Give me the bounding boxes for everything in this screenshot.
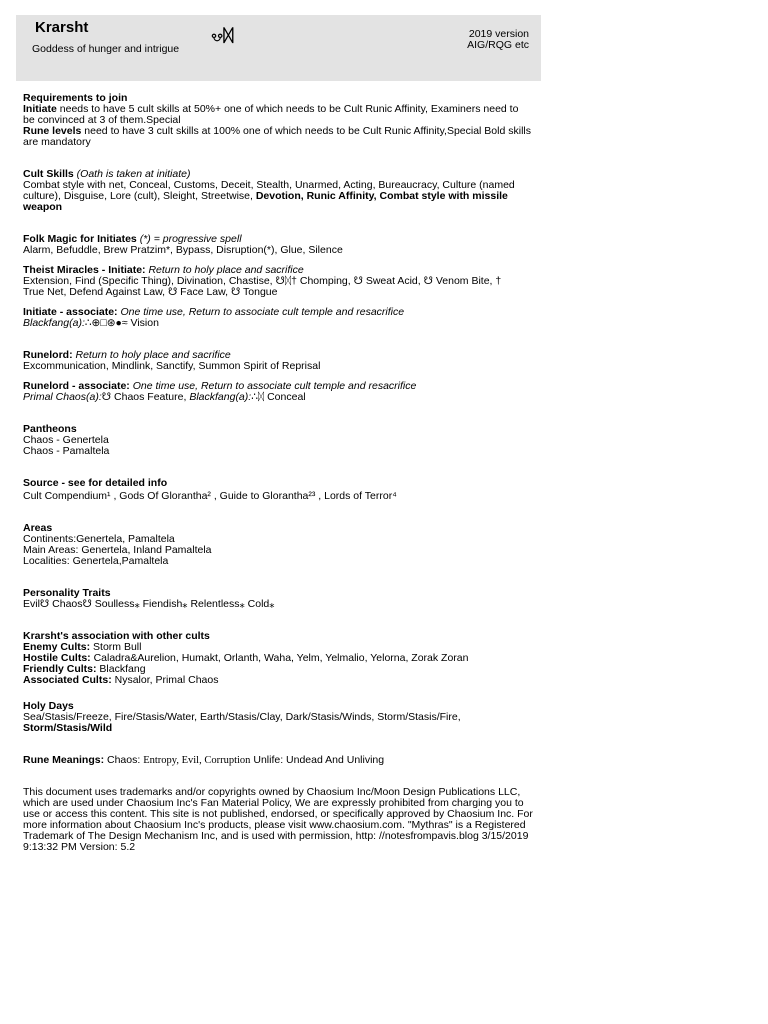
- folk-magic-heading: Folk Magic for Initiates: [23, 233, 137, 245]
- holy-days-heading: Holy Days: [23, 700, 74, 712]
- version-line: 2019 version: [468, 28, 529, 40]
- rune-text: need to have 3 cult skills at 100% one of which needs to be Cult Runic Affinity,Special Bold skills are mandatory: [23, 125, 531, 148]
- cult-skills-heading: Cult Skills: [23, 168, 74, 180]
- primal-chaos-label: Primal Chaos(a):: [23, 391, 102, 403]
- runelord-spells: Excommunication, Mindlink, Sanctify, Summon Spirit of Reprisal: [23, 360, 321, 372]
- source-heading: Source - see for detailed info: [23, 477, 168, 489]
- vision-spell: Vision: [127, 317, 159, 329]
- pantheon-item: Chaos - Genertela: [23, 434, 109, 446]
- version-info: [467, 29, 529, 51]
- initiate-label: Initiate: [23, 103, 57, 115]
- personality-section: [23, 588, 533, 610]
- unlife-meaning: Unlife: Undead And Unliving: [250, 754, 385, 766]
- cult-skills-mandatory: Devotion, Runic Affinity, Combat style with missile weapon: [23, 190, 508, 213]
- theist-initiate-note: Return to holy place and sacrifice: [145, 264, 304, 276]
- conceal-spell: ∴ᛞ Conceal: [251, 391, 306, 403]
- rune-requirement: [23, 126, 533, 148]
- header-banner: [16, 15, 541, 81]
- chaos-meaning-value: Entropy, Evil, Corruption: [143, 755, 251, 766]
- enemy-cults: Storm Bull: [90, 641, 142, 653]
- initiate-requirement: [23, 104, 533, 126]
- chaos-meaning-label: Chaos:: [104, 754, 144, 766]
- association-section: [23, 631, 533, 686]
- rune-meanings-section: [23, 755, 533, 766]
- folk-magic-note: (*) = progressive spell: [136, 233, 242, 245]
- blackfang-label-2: Blackfang(a):: [189, 391, 252, 403]
- source-section: [23, 478, 533, 502]
- document-body: [23, 93, 533, 853]
- cult-runes-icon: ☋ᛞ: [212, 26, 235, 45]
- initiate-text: needs to have 5 cult skills at 50%+ one of which needs to be Cult Runic Affinity, Examiners need to be convinced at 3 of them.Special: [23, 103, 519, 126]
- enemy-cults-label: Enemy Cults:: [23, 641, 91, 653]
- runelord-section: [23, 350, 533, 372]
- area-item: Continents:Genertela, Pamaltela: [23, 533, 175, 545]
- personality-traits: Evil☋ Chaos☋ Soulless⁎ Fiendish⁎ Relentless⁎ Cold⁎: [23, 598, 275, 610]
- folk-magic-section: [23, 234, 533, 256]
- requirements-section: [23, 93, 533, 148]
- theist-initiate-heading: Theist Miracles - Initiate:: [23, 264, 146, 276]
- runelord-associate-section: [23, 381, 533, 403]
- runelord-heading: Runelord:: [23, 349, 73, 361]
- chaos-feature-spell: ☋ Chaos Feature,: [101, 391, 190, 403]
- runelord-associate-heading: Runelord - associate:: [23, 380, 130, 392]
- page-subtitle: Goddess of hunger and intrigue: [32, 43, 180, 55]
- associated-cults-label: Associated Cults:: [23, 674, 112, 686]
- initiate-associate-heading: Initiate - associate:: [23, 306, 118, 318]
- cult-skills-note: (Oath is taken at initiate): [73, 168, 191, 180]
- holy-days-list: Sea/Stasis/Freeze, Fire/Stasis/Water, Earth/Stasis/Clay, Dark/Stasis/Winds, Storm/Stasis/Fire,: [23, 711, 461, 723]
- holy-days-section: [23, 701, 533, 734]
- initiate-associate-section: [23, 307, 533, 329]
- personality-heading: Personality Traits: [23, 587, 111, 599]
- rune-label: Rune levels: [23, 125, 82, 137]
- area-item: Localities: Genertela,Pamaltela: [23, 555, 169, 567]
- holy-days-bold: Storm/Stasis/Wild: [23, 722, 113, 734]
- pantheons-section: [23, 424, 533, 457]
- blackfang-label: Blackfang(a):: [23, 317, 85, 329]
- association-heading: Krarsht's association with other cults: [23, 630, 210, 642]
- theist-initiate-line2: True Net, Defend Against Law, ☋ Face Law, ☋ Tongue: [23, 286, 278, 298]
- cult-skills-list: Combat style with net, Conceal, Customs, Deceit, Stealth, Unarmed, Acting, Bureaucracy, Culture (named culture), Disguise, Lore (cult), Sleight, Streetwise,: [23, 179, 515, 202]
- rune-meanings-heading: Rune Meanings:: [23, 754, 105, 766]
- folk-magic-list: Alarm, Befuddle, Brew Pratzim*, Bypass, Disruption(*), Glue, Silence: [23, 244, 343, 256]
- requirements-heading: Requirements to join: [23, 92, 128, 104]
- area-item: Main Areas: Genertela, Inland Pamaltela: [23, 544, 212, 556]
- friendly-cults-label: Friendly Cults:: [23, 663, 97, 675]
- system-line: AIG/RQG etc: [467, 39, 529, 51]
- blackfang-runes-icon: ∴⊕□⊛●≈: [84, 317, 128, 329]
- legal-footer: This document uses trademarks and/or copyrights owned by Chaosium Inc/Moon Design Publications LLC, which are used under Chaosium Inc's Fan Material Policy, We are expressly prohibited from charging you to use or access this content. This site is not published, endorsed, or specifically approved by Chaosium Inc. For more information about Chaosium Inc's products, please visit www.chaosium.com. "Mythras" is a Registered Trademark of The Design Mechanism Inc, and is used with permission, http: //notesfrompavis.blog 3/15/2019 9:13:32 PM Version: 5.2: [23, 786, 533, 853]
- associated-cults: Nysalor, Primal Chaos: [111, 674, 219, 686]
- cult-skills-section: [23, 169, 533, 213]
- source-list: Cult Compendium¹ , Gods Of Glorantha² , Guide to Glorantha²³ , Lords of Terror⁴: [23, 490, 397, 502]
- pantheons-heading: Pantheons: [23, 423, 77, 435]
- page-title: Krarsht: [35, 19, 89, 36]
- friendly-cults: Blackfang: [96, 663, 146, 675]
- initiate-associate-note: One time use, Return to associate cult temple and resacrifice: [117, 306, 405, 318]
- hostile-cults-label: Hostile Cults:: [23, 652, 91, 664]
- hostile-cults: Caladra&Aurelion, Humakt, Orlanth, Waha, Yelm, Yelmalio, Yelorna, Zorak Zoran: [90, 652, 469, 664]
- theist-initiate-section: [23, 265, 533, 298]
- theist-initiate-line1: Extension, Find (Specific Thing), Divination, Chastise, ☋ᛞ† Chomping, ☋ Sweat Acid, ☋ Venom Bite, †: [23, 275, 502, 287]
- runelord-note: Return to holy place and sacrifice: [72, 349, 231, 361]
- pantheon-item: Chaos - Pamaltela: [23, 445, 110, 457]
- areas-heading: Areas: [23, 522, 53, 534]
- runelord-associate-note: One time use, Return to associate cult temple and resacrifice: [129, 380, 417, 392]
- areas-section: [23, 523, 533, 567]
